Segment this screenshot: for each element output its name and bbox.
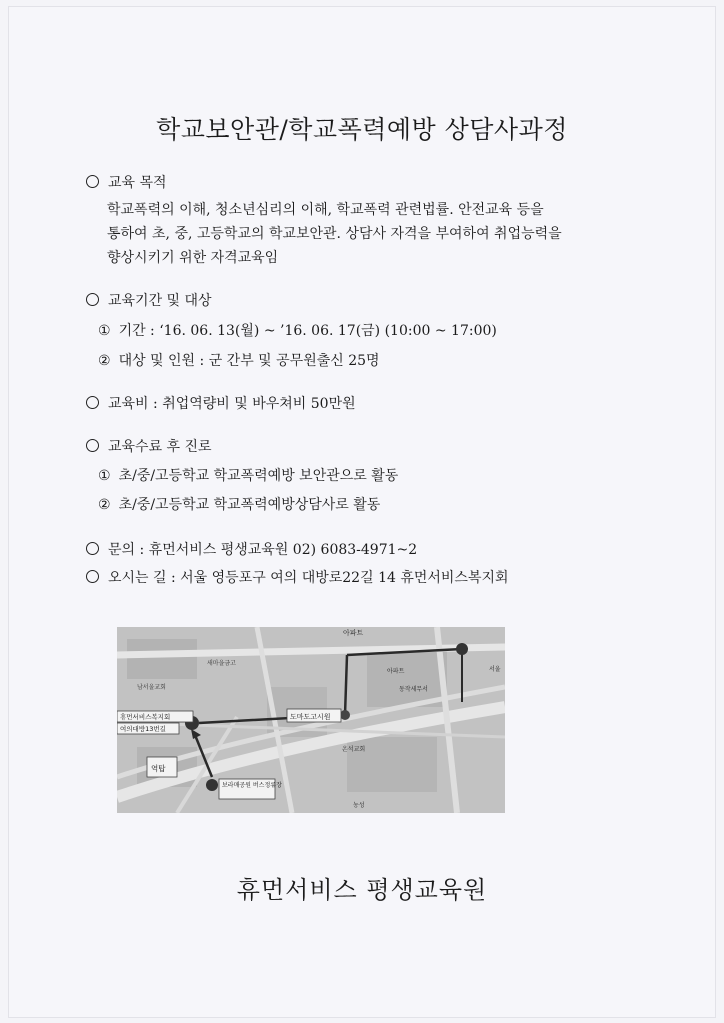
circle-bullet-icon (86, 293, 99, 306)
circle-bullet-icon (86, 439, 99, 452)
page-title: 학교보안관/학교폭력예방 상담사과정 (156, 115, 568, 144)
fee-line: 교육비 : 취업역량비 및 바우쳐비 50만원 (86, 391, 356, 417)
circle-bullet-icon (86, 542, 99, 555)
map-label-seoul: 서울 (489, 666, 501, 673)
map-label-apt-top: 아파트 (343, 629, 364, 637)
career-item-2: ② 초/중/고등학교 학교폭력예방상담사로 활동 (98, 497, 381, 513)
circle-bullet-icon (86, 570, 99, 583)
map-label-school-bottom: 농성 (353, 802, 365, 809)
directions-line: 오시는 길 : 서울 영등포구 여의 대방로22길 14 휴먼서비스복지회 (86, 565, 509, 591)
map-label-school-left: 남서울교회 (137, 684, 166, 691)
period-item-2: ② 대상 및 인원 : 군 간부 및 공무원출신 25명 (98, 353, 380, 369)
purpose-line-3: 향상시키기 위한 자격교육임 (107, 250, 279, 266)
map-label-busstop: 보라매공원 버스정류장 (222, 782, 282, 789)
period-item-1: ① 기간 : ‘16. 06. 13(월) ~ ’16. 06. 17(금) (10:00 ~ 17:00) (98, 323, 497, 339)
purpose-heading: 교육 목적 (86, 170, 167, 196)
purpose-line-2: 통하여 초, 중, 고등학교의 학교보안관. 상담사 자격을 부여하여 취업능력을 (107, 226, 562, 242)
map-label-church-left: 새마을금고 (207, 660, 236, 667)
career-item-1: ① 초/중/고등학교 학교폭력예방 보안관으로 활동 (98, 468, 399, 484)
contact-line: 문의 : 휴먼서비스 평생교육원 02) 6083-4971~2 (86, 537, 417, 563)
map-label-library: 도마도고시원 (290, 713, 331, 721)
map-label-street: 여의대방13번길 (120, 725, 166, 733)
location-map (117, 627, 505, 813)
map-label-dongjak: 동작세무서 (399, 686, 428, 693)
period-heading: 교육기간 및 대상 (86, 288, 212, 314)
purpose-line-1: 학교폭력의 이해, 청소년심리의 이해, 학교폭력 관련법률. 안전교육 등을 (107, 202, 544, 218)
map-label-church-bottom: 온석교회 (342, 746, 366, 753)
map-label-apt-right: 아파트 (387, 668, 405, 675)
map-label-station: 역탑 (151, 764, 166, 773)
footer-organization: 휴먼서비스 평생교육원 (236, 876, 488, 904)
circle-bullet-icon (86, 396, 99, 409)
map-label-center: 휴먼서비스복지회 (120, 713, 171, 721)
career-heading: 교육수료 후 진로 (86, 434, 212, 460)
circle-bullet-icon (86, 175, 99, 188)
